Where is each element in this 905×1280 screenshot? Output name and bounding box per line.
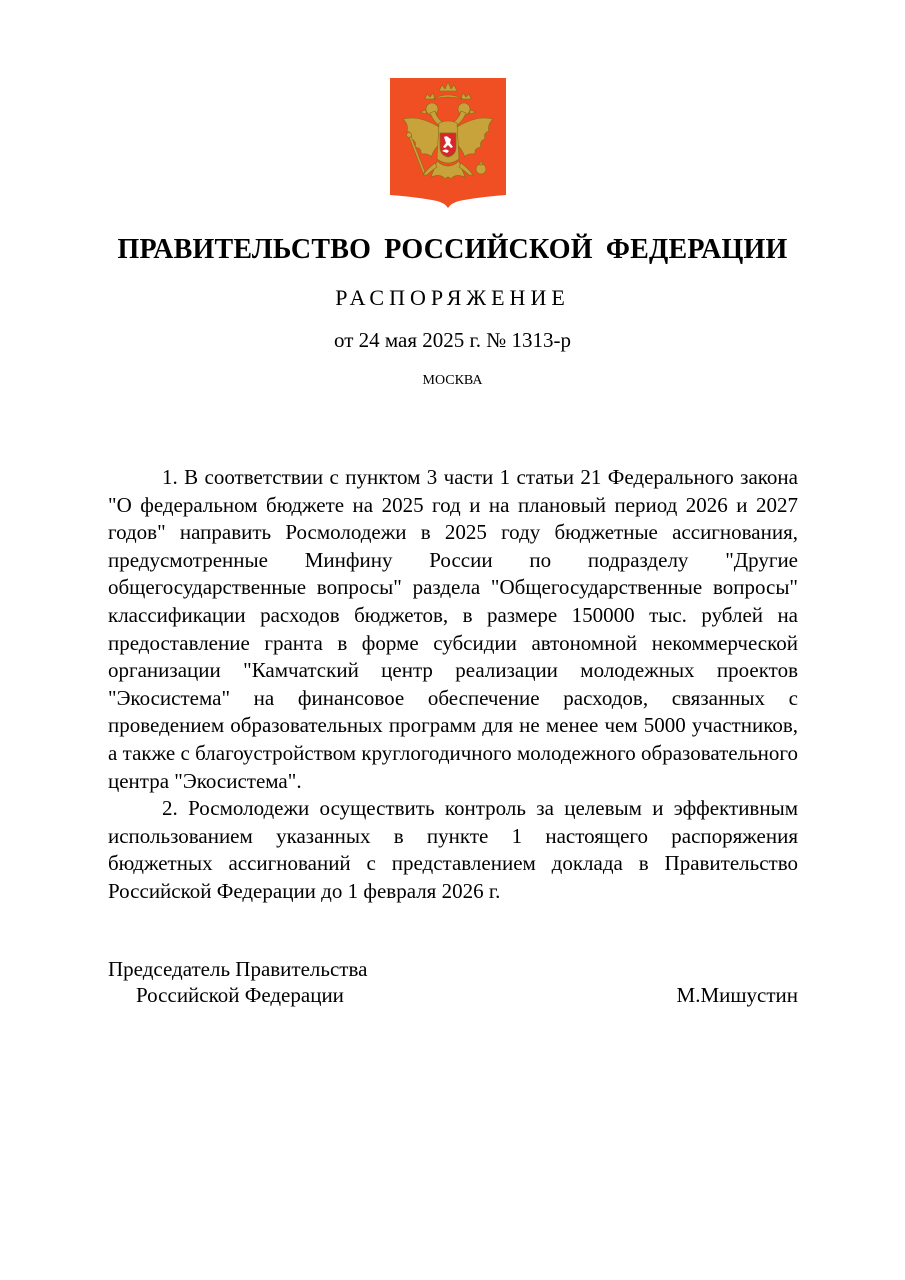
document-city: МОСКВА bbox=[422, 373, 483, 388]
signatory-name: М.Мишустин bbox=[676, 983, 798, 1007]
coat-of-arms-icon bbox=[389, 77, 507, 209]
paragraph-1: 1. В соответствии с пунктом 3 части 1 статьи 21 Федерального закона "О федеральном бюджете на 2025 год и на плановый период 2026 и 2027 годов" направить Росмолодежи в 2025 году бюджетные ассигнования, предусмотренные Минфину России по подразделу "Другие общегосударственные вопросы" раздела "Общегосударственные вопросы" классификации расходов бюджетов, в размере 150000 тыс. рублей на предоставление гранта в форме субсидии автономной некоммерческой организации "Камчатский центр реализации молодежных проектов "Экосистема" на финансовое обеспечение расходов, связанных с проведением образовательных программ для не менее чем 5000 участников, а также с благоустройством круглогодичного молодежного образовательного центра "Экосистема". bbox=[108, 465, 798, 793]
signatory-title-line1: Председатель Правительства bbox=[108, 957, 368, 981]
document-body bbox=[108, 464, 798, 906]
signatory-title-line2: Российской Федерации bbox=[136, 983, 344, 1007]
paragraph-2: 2. Росмолодежи осуществить контроль за целевым и эффективным использованием указанных в пункте 1 настоящего распоряжения бюджетных ассигнований с представлением доклада в Правительство Российской Федерации до 1 февраля 2026 г. bbox=[108, 796, 798, 903]
document-type: РАСПОРЯЖЕНИЕ bbox=[335, 285, 570, 310]
document-date-number: от 24 мая 2025 г. № 1313-р bbox=[333, 328, 572, 352]
signature-block bbox=[108, 956, 798, 1008]
government-title: ПРАВИТЕЛЬСТВО РОССИЙСКОЙ ФЕДЕРАЦИИ bbox=[117, 234, 788, 265]
